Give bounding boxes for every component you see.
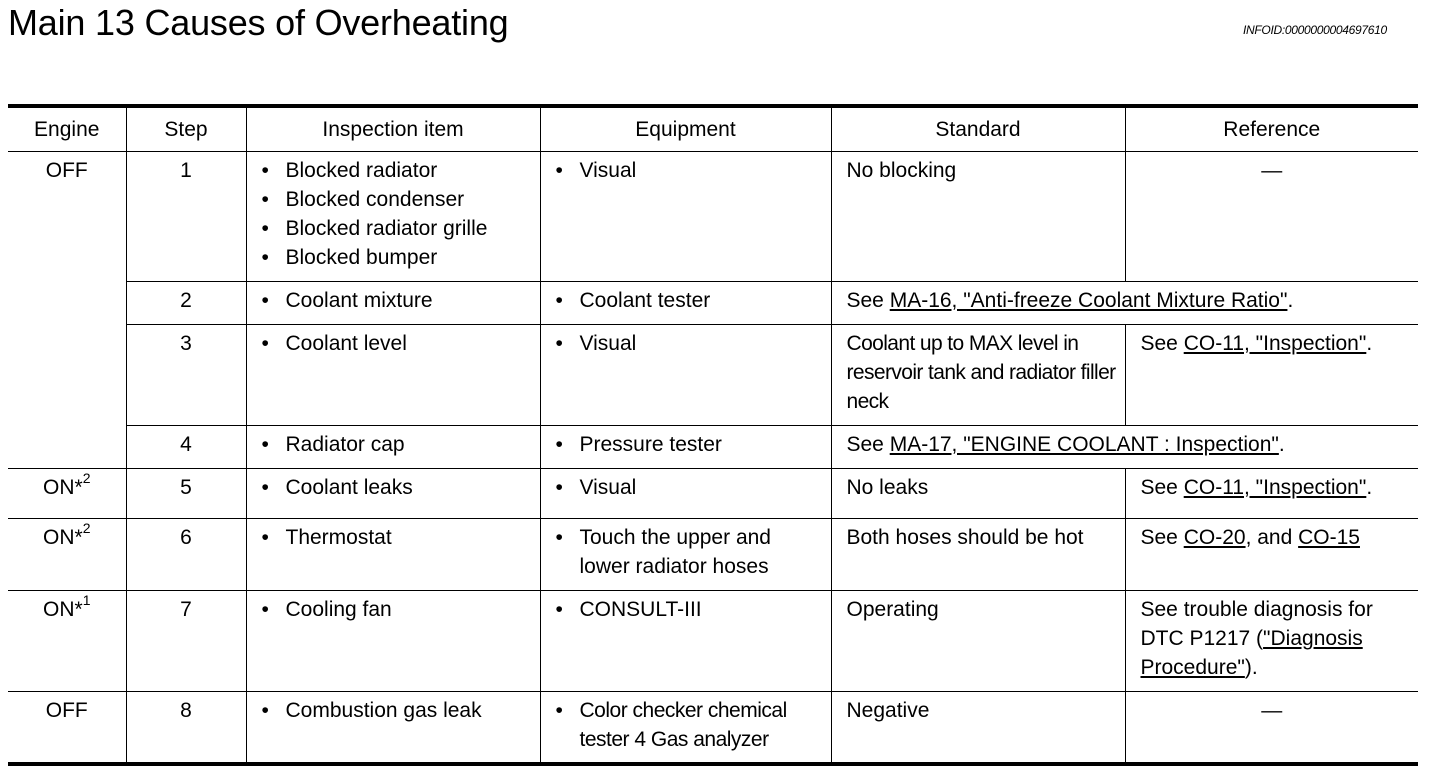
step-cell: 2 bbox=[126, 282, 246, 325]
table-row bbox=[8, 325, 1418, 426]
reference-middle: , and bbox=[1245, 526, 1299, 549]
reference-prefix: See bbox=[846, 289, 890, 312]
inspection-item: • Coolant level bbox=[262, 329, 534, 358]
reference-cell bbox=[1125, 519, 1418, 591]
inspection-cell bbox=[246, 469, 540, 519]
engine-cell: OFF bbox=[8, 692, 126, 764]
reference-link[interactable]: "Diagnosis Procedure" bbox=[1140, 627, 1363, 679]
inspection-item: • Combustion gas leak bbox=[262, 696, 534, 725]
info-id: INFOID:0000000004697610 bbox=[1243, 23, 1387, 37]
inspection-cell bbox=[246, 426, 540, 469]
inspection-cell bbox=[246, 692, 540, 764]
standard-cell: Both hoses should be hot bbox=[831, 519, 1125, 591]
reference-suffix: . bbox=[1287, 289, 1294, 312]
engine-cell bbox=[8, 591, 126, 692]
engine-footnote: 2 bbox=[82, 520, 91, 536]
table-row bbox=[8, 692, 1418, 764]
reference-cell bbox=[1125, 325, 1418, 426]
table-row bbox=[8, 282, 1418, 325]
reference-suffix: . bbox=[1366, 476, 1373, 499]
table-row bbox=[8, 152, 1418, 282]
header-row bbox=[8, 106, 1418, 152]
reference-link[interactable]: CO-11, "Inspection" bbox=[1183, 476, 1367, 499]
header-standard: Standard bbox=[831, 106, 1125, 152]
standard-cell: Coolant up to MAX level in reservoir tank and radiator filler neck bbox=[831, 325, 1125, 426]
equipment-item: • Visual bbox=[556, 473, 825, 502]
inspection-cell bbox=[246, 591, 540, 692]
reference-link[interactable]: MA-17, "ENGINE COOLANT : Inspection" bbox=[889, 433, 1279, 456]
reference-link[interactable]: CO-20 bbox=[1183, 526, 1246, 549]
reference-cell: — bbox=[1125, 152, 1418, 282]
reference-suffix: . bbox=[1278, 433, 1285, 456]
reference-cell: — bbox=[1125, 692, 1418, 764]
inspection-item: • Radiator cap bbox=[262, 430, 534, 459]
step-cell: 7 bbox=[126, 591, 246, 692]
engine-cell bbox=[8, 519, 126, 591]
equipment-item: • CONSULT-III bbox=[556, 595, 825, 624]
equipment-cell bbox=[540, 692, 831, 764]
header-reference: Reference bbox=[1125, 106, 1418, 152]
equipment-cell bbox=[540, 325, 831, 426]
equipment-cell bbox=[540, 591, 831, 692]
reference-link[interactable]: CO-15 bbox=[1298, 526, 1360, 549]
inspection-item: • Blocked radiator grille bbox=[262, 214, 534, 243]
inspection-item: • Coolant leaks bbox=[262, 473, 534, 502]
reference-cell bbox=[1125, 469, 1418, 519]
engine-footnote: 2 bbox=[82, 470, 91, 486]
equipment-item: • Visual bbox=[556, 329, 825, 358]
equipment-item: • Pressure tester bbox=[556, 430, 825, 459]
engine-cell bbox=[8, 469, 126, 519]
equipment-item: • Visual bbox=[556, 156, 825, 185]
reference-prefix: See bbox=[1140, 476, 1184, 499]
causes-table bbox=[8, 104, 1418, 766]
engine-cell: OFF bbox=[8, 152, 126, 469]
equipment-cell bbox=[540, 282, 831, 325]
inspection-cell bbox=[246, 282, 540, 325]
step-cell: 6 bbox=[126, 519, 246, 591]
reference-prefix: See bbox=[1140, 332, 1184, 355]
reference-prefix: See bbox=[846, 433, 890, 456]
reference-link[interactable]: CO-11, "Inspection" bbox=[1183, 332, 1367, 355]
inspection-item: • Coolant mixture bbox=[262, 286, 534, 315]
standard-reference-cell bbox=[831, 282, 1418, 325]
standard-cell: Operating bbox=[831, 591, 1125, 692]
reference-link[interactable]: MA-16, "Anti-freeze Coolant Mixture Ratio" bbox=[889, 289, 1288, 312]
header-engine: Engine bbox=[8, 106, 126, 152]
step-cell: 5 bbox=[126, 469, 246, 519]
reference-cell bbox=[1125, 591, 1418, 692]
page-title: Main 13 Causes of Overheating bbox=[8, 2, 509, 43]
equipment-cell bbox=[540, 519, 831, 591]
inspection-cell bbox=[246, 325, 540, 426]
engine-footnote: 1 bbox=[82, 592, 91, 608]
header-step: Step bbox=[126, 106, 246, 152]
step-cell: 4 bbox=[126, 426, 246, 469]
equipment-cell bbox=[540, 469, 831, 519]
equipment-cell bbox=[540, 152, 831, 282]
engine-state: ON* bbox=[43, 598, 83, 621]
inspection-item: • Blocked bumper bbox=[262, 243, 534, 272]
standard-cell: No blocking bbox=[831, 152, 1125, 282]
step-cell: 8 bbox=[126, 692, 246, 764]
step-cell: 1 bbox=[126, 152, 246, 282]
table-row bbox=[8, 591, 1418, 692]
equipment-item: • Color checker chemical tester 4 Gas analyzer bbox=[556, 696, 825, 754]
reference-suffix: . bbox=[1366, 332, 1373, 355]
header-equipment: Equipment bbox=[540, 106, 831, 152]
inspection-item: • Blocked condenser bbox=[262, 185, 534, 214]
standard-cell: No leaks bbox=[831, 469, 1125, 519]
inspection-item: • Thermostat bbox=[262, 523, 534, 552]
table-row bbox=[8, 426, 1418, 469]
equipment-item: • Coolant tester bbox=[556, 286, 825, 315]
equipment-item: • Touch the upper and lower radiator hoses bbox=[556, 523, 825, 581]
reference-prefix: See trouble diagnosis for DTC P1217 ( bbox=[1140, 598, 1373, 650]
standard-reference-cell bbox=[831, 426, 1418, 469]
engine-state: ON* bbox=[43, 526, 83, 549]
engine-state: ON* bbox=[43, 476, 83, 499]
inspection-cell bbox=[246, 519, 540, 591]
equipment-cell bbox=[540, 426, 831, 469]
step-cell: 3 bbox=[126, 325, 246, 426]
header-inspection-item: Inspection item bbox=[246, 106, 540, 152]
reference-suffix: ). bbox=[1244, 656, 1258, 679]
reference-prefix: See bbox=[1140, 526, 1184, 549]
inspection-item: • Blocked radiator bbox=[262, 156, 534, 185]
table-row bbox=[8, 469, 1418, 519]
table-row bbox=[8, 519, 1418, 591]
standard-cell: Negative bbox=[831, 692, 1125, 764]
inspection-cell bbox=[246, 152, 540, 282]
inspection-item: • Cooling fan bbox=[262, 595, 534, 624]
